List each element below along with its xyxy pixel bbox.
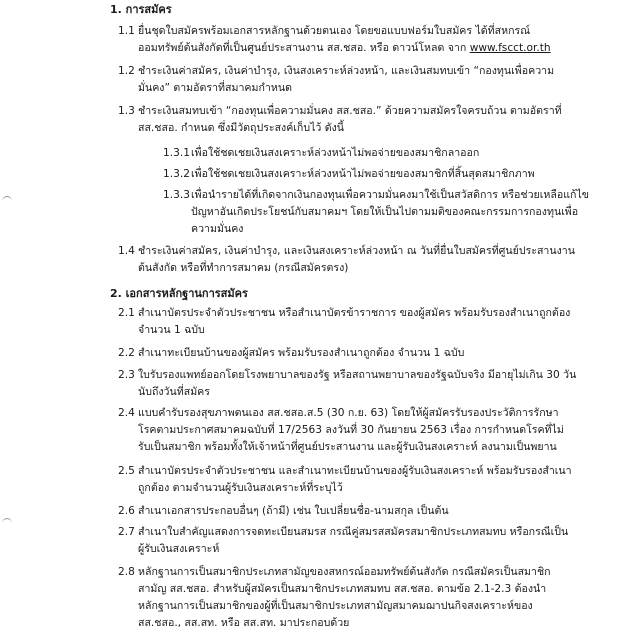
margin-mark	[2, 518, 12, 529]
website-link[interactable]: www.fscct.or.th	[469, 42, 551, 54]
section-title-application: 1. การสมัคร	[110, 3, 172, 16]
document-page: 1. การสมัคร 1.1 ยื่นชุดใบสมัครพร้อมเอกสารหลักฐานด้วยตนเอง โดยขอแบบฟอร์มใบสมัคร ได้ที่สหกรณ์ ออมทรัพย์ต้นสังกัดที่เป็นศูนย์ประสานงาน สส.ชสอ. หรือ ดาวน์โหลด จาก www.fscct.or.th 1.2 ชำระเงินค่าสมัคร, เงินค่าบำรุง, เงินสงเคราะห์ล่วงหน้า, และเงินสมทบเข้า “กองทุนเพื่อความ มั่นคง” ตามอัตราที่สมาคมกำหนด 1.3 ชำระเงินสมทบเข้า “กองทุนเพื่อความมั่นคง สส.ชสอ.” ด้วยความสมัครใจครบถ้วน ตามอัตราที่ สส.ชสอ. กำหนด ซึ่งมีวัตถุประสงค์เก็บไว้ ดังนี้ 1.3.1 เพื่อใช้ชดเชยเงินสงเคราะห์ล่วงหน้าไม่พอจ่ายของสมาชิกลาออก 1.3.2 เพื่อใช้ชดเชยเงินสงเคราะห์ล่วงหน้าไม่พอจ่ายของสมาชิกที่สิ้นสุดสมาชิกภาพ 1.3.3 เพื่อนำรายได้ที่เกิดจากเงินกองทุนเพื่อความมั่นคงมาใช้เป็นสวัสดิการ หรือช่วยเหลือแก้ไข ปัญหาอันเกิดประโยชน์กับสมาคมฯ โดยให้เป็นไปตามมติของคณะกรรมการกองทุนเพื่อ ความมั่นคง 1.4 ชำระเงินค่าสมัคร, เงินค่าบำรุง, และเงินสงเคราะห์ล่วงหน้า ณ วันที่ยื่นใบสมัครที่ศูนย์ประสานงาน ต้นสังกัด หรือที่ทำการสมาคม (กรณีสมัครตรง) 2. เอกสารหลักฐานการสมัคร 2.1 สำเนาบัตรประจำตัวประชาชน หรือสำเนาบัตรข้าราชการ ของผู้สมัคร พร้อมรับรองสำเนาถูกต้อง จำนวน 1 ฉบับ 2.2 สำเนาทะเบียนบ้านของผู้สมัคร พร้อมรับรองสำเนาถูกต้อง จำนวน 1 ฉบับ 2.3 ใบรับรองแพทย์ออกโดยโรงพยาบาลของรัฐ หรือสถานพยาบาลของรัฐฉบับจริง มีอายุไม่เกิน 30 วัน นับถึงวันที่สมัคร 2.4 แบบคำรับรองสุขภาพตนเอง สส.ชสอ.ส.5 (30 ก.ย. 63) โดยให้ผู้สมัครรับรองประวัติการรักษา โรคตามประกาศสมาคมฉบับที่ 17/2563 ลงวันที่ 30 กันยายน 2563 เรื่อง การกำหนดโรคที่ไม่ รับเป็นสมาชิก พร้อมทั้งให้เจ้าหน้าที่ศูนย์ประสานงาน และผู้รับเงินสงเคราะห์ ลงนามเป็นพยาน 2.5 สำเนาบัตรประจำตัวประชาชน และสำเนาทะเบียนบ้านของผู้รับเงินสงเคราะห์ พร้อมรับรองสำเนา ถูกต้อง ตามจำนวนผู้รับเงินสงเคราะห์ที่ระบุไว้ 2.6 สำเนาเอกสารประกอบอื่นๆ (ถ้ามี) เช่น ใบเปลี่ยนชื่อ-นามสกุล เป็นต้น 2.7 สำเนาใบสำคัญแสดงการจดทะเบียนสมรส กรณีคู่สมรสสมัครสมาชิกประเภทสมทบ หรือกรณีเป็น ผู้รับเงินสงเคราะห์ 2.8 หลักฐานการเป็นสมาชิกประเภทสามัญของสหกรณ์ออมทรัพย์ต้นสังกัด กรณีสมัครเป็นสมาชิก สามัญ สส.ชสอ. สำหรับผู้สมัครเป็นสมาชิกประเภทสมทบ สส.ชสอ. ตามข้อ 2.1-2.3 ต้องนำ หลักฐานการเป็นสมาชิกของผู้ที่เป็นสมาชิกประเภทสามัญสมาคมฌาปนกิจสงเคราะห์ของ สส.ชสอ., สส.สท. หรือ สส.สท. มาประกอบด้วย	[0, 0, 640, 640]
section-title-documents: 2. เอกสารหลักฐานการสมัคร	[110, 287, 248, 300]
margin-mark	[2, 196, 12, 207]
